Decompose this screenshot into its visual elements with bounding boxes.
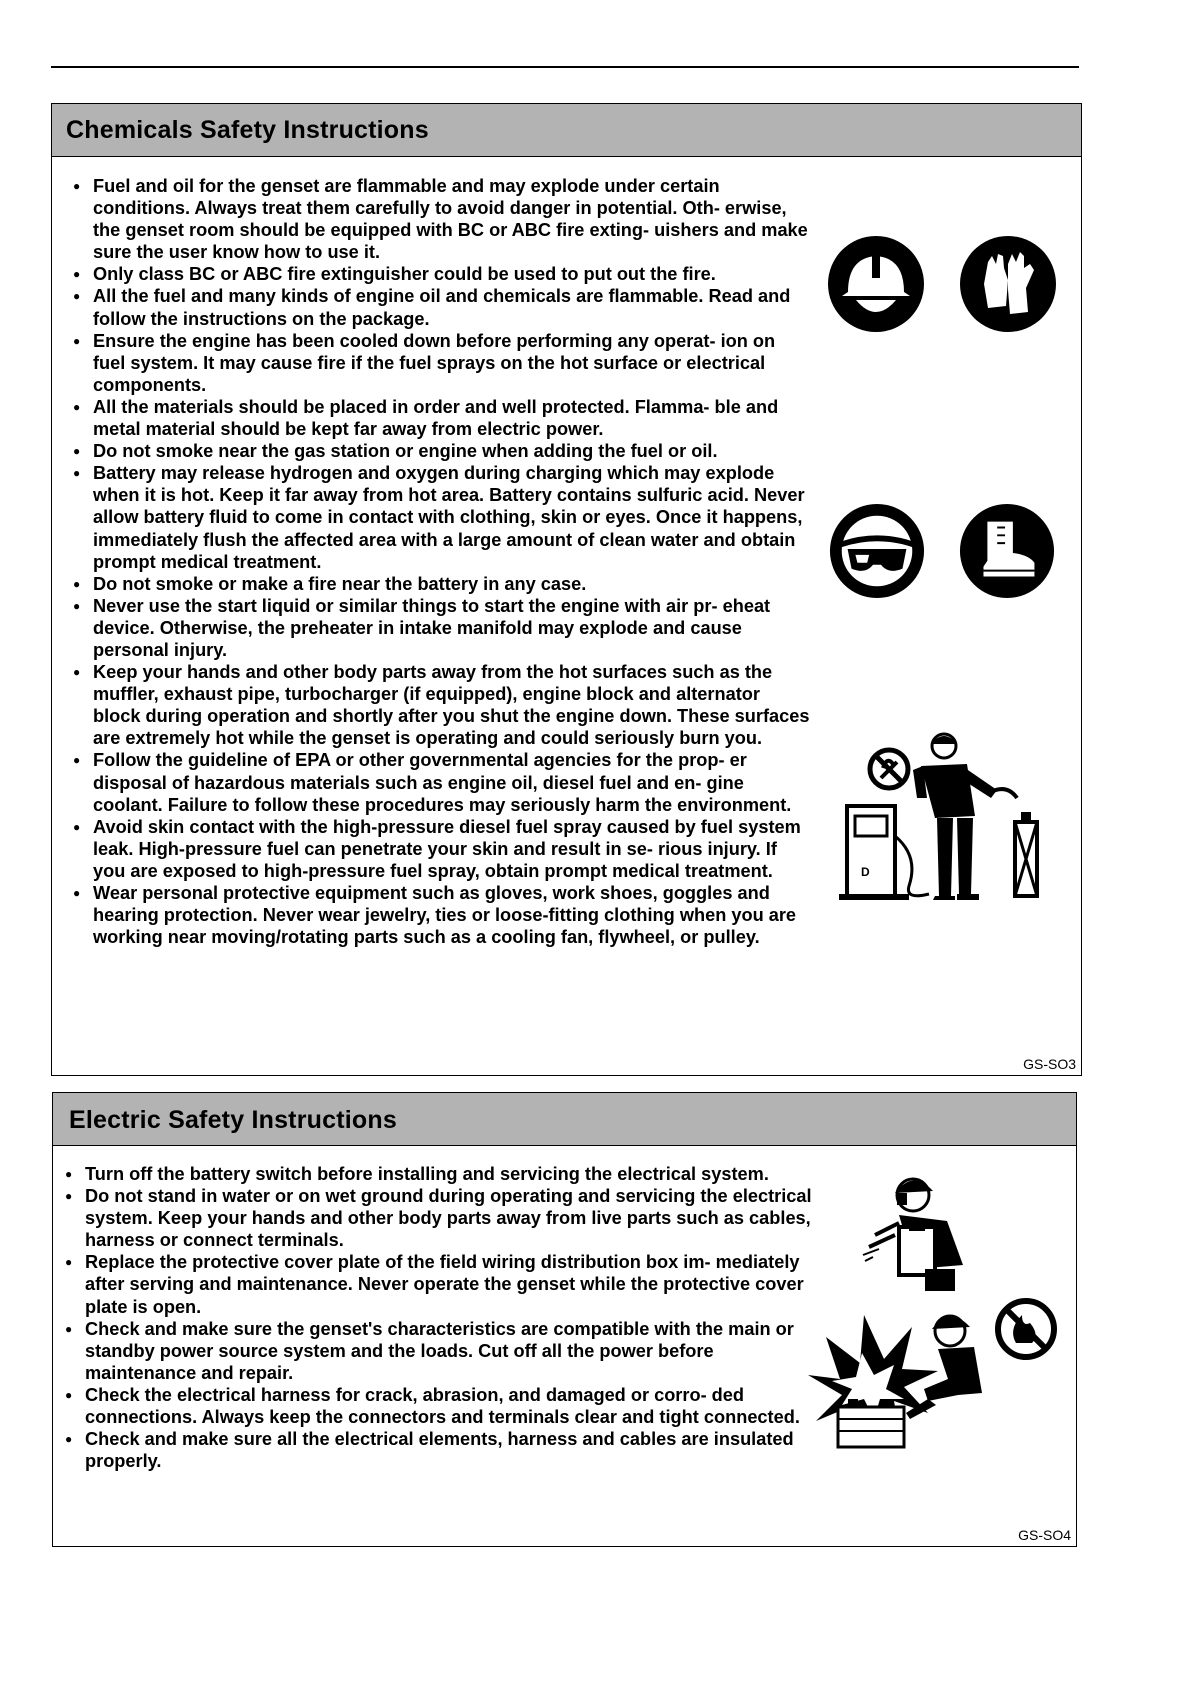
technician-illustration [855,1165,985,1293]
list-item: ● Fuel and oil for the genset are flammable and may explode under certain conditions. Always treat them carefully to avoid danger in potential. Oth- erwise, the genset room should be equipped with BC or ABC fire exting- uishers and make sure the user know how to use it. [52,175,812,263]
list-item: ● Do not smoke or make a fire near the battery in any case. [52,573,812,595]
chemicals-safety-section [51,103,1082,1076]
section-code: GS-SO4 [1018,1527,1071,1543]
refueling-illustration [839,726,1049,901]
list-item: ● Do not smoke near the gas station or engine when adding the fuel or oil. [52,440,812,462]
list-item: ● Never use the start liquid or similar things to start the engine with air pr- eheat device. Otherwise, the preheater in intake manifold may explode and cause personal injury. [52,595,812,661]
list-item: ● Only class BC or ABC fire extinguisher could be used to put out the fire. [52,263,812,285]
hard-hat-icon [826,234,926,334]
list-item: ● Keep your hands and other body parts away from the hot surfaces such as the muffler, exhaust pipe, turbocharger (if equipped), engine block and alternator block during operation and shortly after you shut the engine down. These surfaces are extremely hot while the genset is operating and could seriously burn you. [52,661,812,749]
pump-label: D [861,865,870,879]
battery-explosion-illustration [798,1295,1060,1470]
list-item: ● Avoid skin contact with the high-pressure diesel fuel spray caused by fuel system leak. High-pressure fuel can penetrate your skin and result in se- rious injury. If you are exposed to high-pressure fuel spray, obtain prompt medical treatment. [52,816,812,882]
list-item: ● Follow the guideline of EPA or other governmental agencies for the prop- er disposal of hazardous materials such as engine oil, diesel fuel and en- gine coolant. Failure to follow these procedures may seriously harm the environment. [52,749,812,815]
chemicals-instructions-list [52,175,812,948]
electric-section-title: Electric Safety Instructions [53,1093,1076,1146]
top-rule [51,66,1079,68]
electric-instructions-list [53,1163,813,1472]
list-item: ● Wear personal protective equipment such as gloves, work shoes, goggles and hearing protection. Never wear jewelry, ties or loose-fitting clothing when you are working near moving/rotating parts such as a cooling fan, flywheel, or pulley. [52,882,812,948]
list-item: ● Do not stand in water or on wet ground during operating and servicing the electrical system. Keep your hands and other body parts away from live parts such as cables, harness or connect terminals. [53,1185,813,1251]
list-item: ● All the fuel and many kinds of engine oil and chemicals are flammable. Read and follow the instructions on the package. [52,285,812,329]
safety-boot-icon [958,502,1056,600]
list-item: ● Turn off the battery switch before installing and servicing the electrical system. [53,1163,813,1185]
section-code: GS-SO3 [1023,1056,1076,1072]
list-item: ● All the materials should be placed in order and well protected. Flamma- ble and metal material should be kept far away from electric power. [52,396,812,440]
list-item: ● Replace the protective cover plate of the field wiring distribution box im- mediately after serving and maintenance. Never operate the genset while the protective cover plate is open. [53,1251,813,1317]
list-item: ● Check the electrical harness for crack, abrasion, and damaged or corro- ded connections. Always keep the connectors and terminals clear and tight connected. [53,1384,813,1428]
chemicals-section-title: Chemicals Safety Instructions [52,104,1081,157]
goggles-icon [828,502,926,600]
gloves-icon [958,234,1058,334]
electric-safety-section [52,1092,1077,1547]
list-item: ● Battery may release hydrogen and oxygen during charging which may explode when it is hot. Keep it far away from hot area. Battery contains sulfuric acid. Never allow battery fluid to come in contact with clothing, skin or eyes. Once it happens, immediately flush the affected area with a large amount of clean water and obtain prompt medical treatment. [52,462,812,572]
list-item: ● Check and make sure all the electrical elements, harness and cables are insulated properly. [53,1428,813,1472]
list-item: ● Check and make sure the genset's characteristics are compatible with the main or standby power source system and the loads. Cut off all the power before maintenance and repair. [53,1318,813,1384]
list-item: ● Ensure the engine has been cooled down before performing any operat- ion on fuel system. It may cause fire if the fuel sprays on the hot surface or electrical components. [52,330,812,396]
